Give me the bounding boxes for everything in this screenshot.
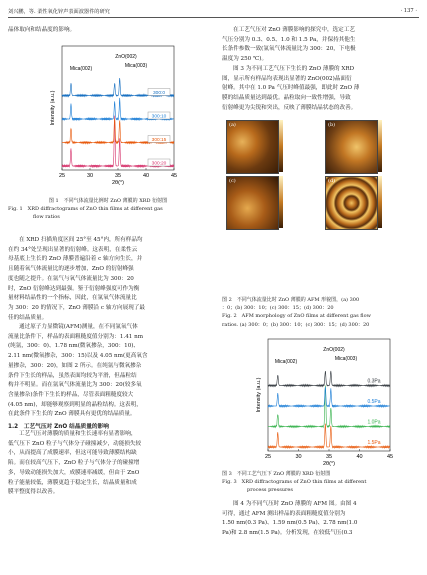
- text-line: 粒子能量较低，薄膜更趋于稳定生长，结晶质量和成: [8, 479, 137, 486]
- section-heading: 1.2 工艺气压对 ZnO 结晶质量的影响: [8, 424, 109, 430]
- plot-frame: [268, 339, 390, 451]
- series-label: 300:20: [151, 161, 167, 167]
- text-line: 且随着氧气体流量比的逐步增加，ZnO 的衍射峰强: [8, 266, 134, 273]
- afm-colorbar-c: [279, 176, 283, 228]
- fig2-caption-cn-2: ：0；(b) 300：10；(c) 300：15；(d) 300：20: [222, 305, 334, 312]
- text-line: 可得，通过 AFM 测出样品的表面粗糙度值分别为: [222, 510, 346, 517]
- series-label: 300:0: [152, 90, 166, 96]
- running-header: 刘兴鹏，等. 柔性氧化锌声表面波器件的研究: [8, 9, 110, 15]
- peak-annotation: Mica(003): [334, 356, 358, 362]
- plot-frame: [62, 46, 174, 170]
- series-label: 1.0Pa: [367, 419, 381, 426]
- text-line: 图，显示所有样品均表现出显著的 ZnO(002)晶面衍: [222, 75, 352, 82]
- left-column-top: [8, 26, 204, 36]
- peak-annotation: Mica(002): [69, 66, 93, 72]
- x-axis-label: 2θ(°): [323, 461, 335, 467]
- fig3-caption-en-1: Fig. 3 XRD diffractograms of ZnO thin films at different: [222, 479, 367, 486]
- fig3-caption-en-2: process pressures: [247, 487, 293, 494]
- figure-2-caption: [222, 296, 422, 329]
- paragraph-right-fig3: [222, 65, 418, 114]
- panel-label-d: (d): [328, 178, 336, 184]
- text-line: 在工艺气压对 ZnO 薄膜影响的探究中，选定工艺: [233, 27, 355, 33]
- x-axis-label: 2θ(°): [112, 180, 124, 186]
- text-line: 低气压下 ZnO 粒子与气体分子碰撞减少，动能损失较: [8, 440, 142, 447]
- text-line: 长条件参数一致(氩氧气体流量比为 300：20，下电极: [222, 46, 356, 53]
- text-line: 膜平整度得以改善。: [8, 489, 59, 496]
- x-tick-label: 40: [356, 454, 363, 460]
- fig2-caption-en-1: Fig. 2 AFM morphology of ZnO films at different gas flow: [222, 313, 371, 320]
- afm-image-d: [325, 176, 378, 230]
- text-line: 图 3 为不同工艺气压下生长的 ZnO 薄膜的 XRD: [233, 66, 355, 72]
- afm-image-c: [226, 176, 279, 230]
- text-line: 2.11 nm(微氧掺杂，300：15)以及 4.05 nm(更高氧含: [8, 353, 148, 360]
- series-label: 300:15: [151, 137, 167, 143]
- series-label: 0.5Pa: [367, 399, 381, 405]
- afm-image-b: [325, 120, 378, 174]
- text-line: 衍射峰更为尖锐和突出，反映了薄膜结晶状态的改善。: [222, 104, 357, 111]
- text-line: 工艺气压对薄膜的质量和生长速率有显著影响，: [19, 431, 137, 437]
- peak-annotation: Mica(002): [274, 359, 298, 365]
- intro-line: 晶体取向和结晶度的影响。: [8, 27, 76, 33]
- text-line: 温度为 250 ℃)。: [222, 56, 268, 63]
- text-line: 母基底上生长的 ZnO 薄膜普遍沿着 c 轴方向生长，并: [8, 256, 143, 263]
- afm-colorbar-b: [378, 120, 382, 172]
- fig1-caption-en-2: flow ratios: [33, 214, 60, 221]
- paragraph-right-top: [222, 26, 418, 65]
- text-line: 陷。而在较高气压下，ZnO 粒子与气体分子的碰撞增: [8, 460, 140, 467]
- peak-annotation: ZnO(002): [115, 54, 137, 60]
- text-line: 图 4 为不同气压时 ZnO 薄膜的 AFM 图。由图 4: [233, 501, 357, 507]
- text-line: (4.05 nm)，却能够观察到明显的晶粒结构。这表明，: [8, 401, 142, 408]
- text-line: 气压分别为 0.3、0.5、1.0 和 1.5 Pa，并保持其他生: [222, 36, 356, 43]
- text-line: (纯氩，300：0)、1.78 nm(微氧掺杂，300：10)、: [8, 343, 140, 350]
- paragraph-3: [8, 430, 204, 498]
- panel-label-a: (a): [229, 122, 236, 128]
- x-tick-label: 45: [386, 454, 394, 460]
- text-line: 小，从而提高了成膜速率，但这可能导致薄膜结构缺: [8, 450, 137, 457]
- panel-label-c: (c): [229, 178, 236, 184]
- text-line: 为 300：20 的情况下，ZnO 薄膜沿 c 轴方向展现了最: [8, 304, 145, 311]
- paragraph-1: [8, 236, 204, 323]
- afm-colorbar-a: [279, 120, 283, 172]
- text-line: 条件下生长的样品，虽然表面均较为平滑，但晶粒结: [8, 372, 137, 379]
- figure-3-caption: [222, 470, 422, 495]
- text-line: 射峰。其中在 1.0 Pa 气压时峰值最强，即此时 ZnO 薄: [222, 85, 360, 92]
- fig1-caption-cn: 图 1 不同气体流量比例时 ZnO 薄膜的 XRD 衍射图: [48, 198, 168, 204]
- paragraph-right-bottom: [222, 500, 418, 539]
- text-line: 在此条件下生长的 ZnO 薄膜具有更优的结晶质量。: [8, 411, 136, 418]
- text-line: 在约 34°处呈现出显著的衍射峰。这表明，在柔性云: [8, 246, 138, 253]
- figure-1-xrd-chart: [48, 40, 180, 186]
- text-line: 量掺杂，300：20)，如图 2 所示。在纯氩与微氧掺杂: [8, 362, 142, 369]
- afm-colorbar-d: [378, 176, 382, 228]
- figure-2-afm-images: [224, 118, 420, 294]
- text-line: Pa)和 2.8 nm(1.5 Pa)。分析发现，在较低气压(0.3: [222, 530, 353, 537]
- x-tick-label: 30: [295, 454, 302, 460]
- text-line: 膜的结晶质量达到最优。晶粒取向一致性增强，导致: [222, 95, 351, 102]
- text-line: 通过原子力显微镜(AFM)测量，在不同氩氧气体: [19, 324, 138, 330]
- peak-annotation: ZnO(002): [323, 347, 345, 353]
- header-rule: [8, 17, 419, 18]
- x-tick-label: 45: [170, 173, 178, 179]
- series-label: 1.5Pa: [367, 440, 381, 446]
- text-line: 时，ZnO 衍射峰达到最强。鉴于衍射峰强度可作为衡: [8, 285, 140, 292]
- x-tick-label: 40: [142, 173, 150, 179]
- text-line: 量材料结晶性的一个指标，因此，在氩氧气体流量比: [8, 295, 137, 302]
- text-line: 流量比条件下，样品的表面粗糙度值分别为：1.41 nm: [8, 333, 144, 340]
- fig1-caption-en-1: Fig. 1 XRD diffractograms of ZnO thin films at different gas: [8, 206, 163, 213]
- text-line: 在 XRD 扫描角度区间 25°至 45°内，所有样品均: [19, 237, 143, 243]
- fig2-caption-en-2: ratios. (a) 300：0；(b) 300：10；(c) 300：15；(d) 300：20: [222, 321, 370, 328]
- x-tick-label: 35: [114, 173, 122, 179]
- series-label: 300:10: [151, 114, 167, 120]
- text-line: 1.50 nm(0.3 Pa)、1.59 nm(0.5 Pa)、2.78 nm(1.0: [222, 520, 358, 527]
- series-label: 0.3Pa: [367, 378, 381, 385]
- afm-image-a: [226, 120, 279, 174]
- y-axis-label: Intensity (a.u.): [50, 90, 56, 126]
- text-line: 多，导致动能损失加大，成膜速率减缓，但由于 ZnO: [8, 469, 140, 476]
- x-tick-label: 25: [58, 173, 66, 179]
- y-axis-label: Intensity (a.u.): [256, 377, 262, 413]
- panel-label-b: (b): [328, 122, 336, 128]
- peak-annotation: Mica(003): [124, 63, 148, 69]
- text-line: 度也随之提升。在氩气与氧气体流量比为 300：20: [8, 275, 134, 282]
- text-line: 含量掺杂)条件下生长的样品，尽管表面粗糙度较大: [8, 391, 134, 398]
- page-number: · 137 ·: [400, 8, 417, 14]
- paragraph-2: [8, 323, 204, 420]
- text-line: 构并不明显。而在氩氧气体流量比为 300：20(较多氧: [8, 382, 142, 389]
- x-tick-label: 30: [86, 173, 94, 179]
- x-tick-label: 25: [264, 454, 272, 460]
- fig3-caption-cn: 图 3 不同工艺气压下 ZnO 薄膜的 XRD 衍射图: [222, 471, 331, 477]
- figure-3-xrd-chart: [254, 333, 396, 467]
- fig2-caption-cn: 图 2 不同气体流量比时 ZnO 薄膜的 AFM 形貌图，(a) 300: [222, 297, 360, 303]
- figure-1-caption: [8, 197, 208, 222]
- x-tick-label: 35: [325, 454, 333, 460]
- text-line: 佳的结晶质量。: [8, 314, 48, 321]
